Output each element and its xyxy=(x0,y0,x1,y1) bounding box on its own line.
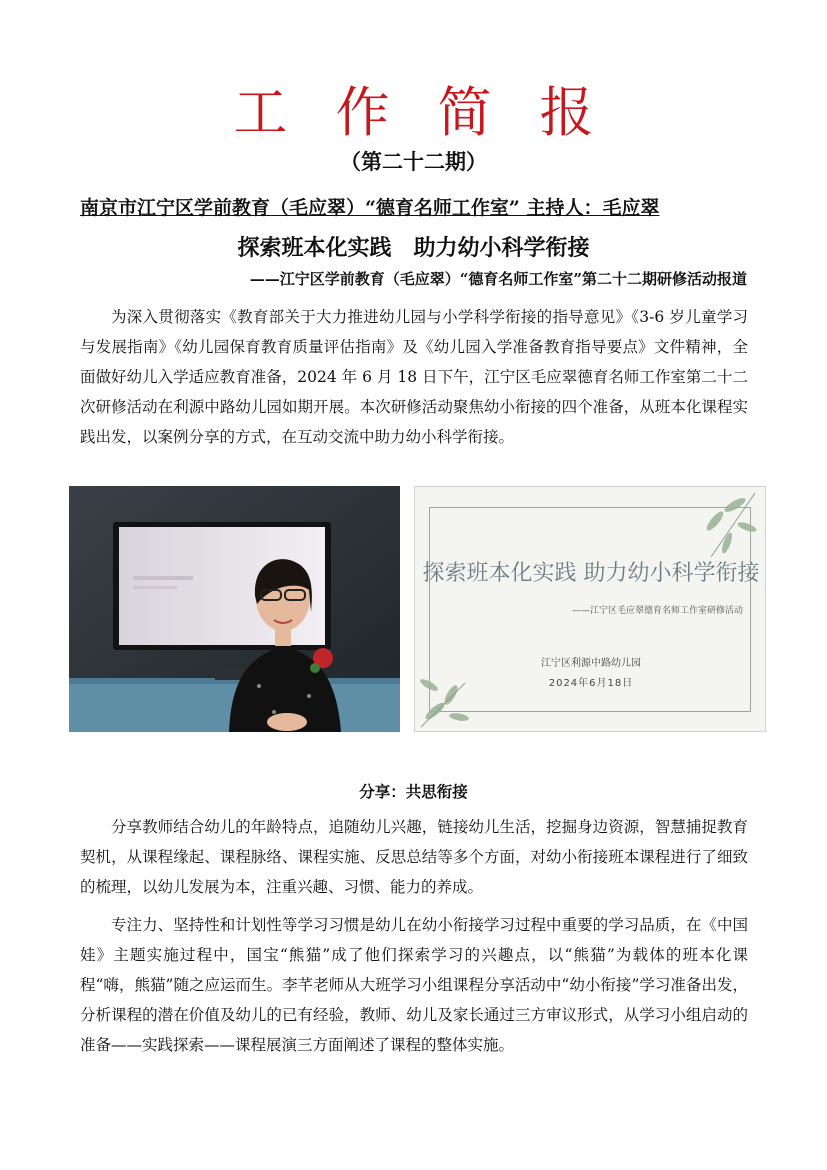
issue-number: （第二十二期） xyxy=(340,149,487,174)
masthead-title: 工作简报 xyxy=(233,81,642,144)
slide-title: 探索班本化实践 助力幼小科学衔接 xyxy=(422,561,760,586)
body-paragraph-1: 分享教师结合幼儿的年龄特点，追随幼儿兴趣，链接幼儿生活，挖掘身边资源，智慧捕捉教育契机，从课程缘起、课程脉络、课程实施、反思总结等多个方面，对幼小衔接班本课程进行了细致的梳理，以幼儿发展为本，注重兴趣、习惯、能力的养成。 xyxy=(80,818,748,896)
title-slide-photo xyxy=(414,486,766,732)
presenter-photo-illustration xyxy=(69,486,400,732)
intro-paragraph: 为深入贯彻落实《教育部关于大力推进幼儿园与小学科学衔接的指导意见》《3-6 岁儿童学习与发展指南》《幼儿园保育教育质量评估指南》及《幼儿园入学准备教育指导要点》文件精神，全面做好幼儿入学适应教育准备，2024 年 6 月 18 日下午，江宁区毛应翠德育名师工作室第二十二次研修活动在利源中路幼儿园如期开展。本次研修活动聚焦幼小衔接的四个准备，从班本化课程实践出发，以案例分享的方式，在互动交流中助力幼小科学衔接。 xyxy=(80,308,748,446)
body-paragraph-2: 专注力、坚持性和计划性等学习习惯是幼儿在幼小衔接学习过程中重要的学习品质，在《中国娃》主题实施过程中，国宝“熊猫”成了他们探索学习的兴趣点，以“熊猫”为载体的班本化课程“嗨，熊猫”随之应运而生。李芊老师从大班学习小组课程分享活动中“幼小衔接”学习准备出发，分析课程的潜在价值及幼儿的已有经验，教师、幼儿及家长通过三方审议形式，从学习小组启动的准备——实践探索——课程展演三方面阐述了课程的整体实施。 xyxy=(80,916,748,1054)
presenter-photo xyxy=(69,486,400,732)
article-headline: 探索班本化实践 助力幼小科学衔接 xyxy=(237,235,590,261)
section-title: 分享：共思衔接 xyxy=(359,782,468,801)
slide-venue: 江宁区利源中路幼儿园 xyxy=(541,658,641,669)
slide-subtitle: ——江宁区毛应翠德育名师工作室研修活动 xyxy=(571,606,743,616)
organization-line: 南京市江宁区学前教育（毛应翠）“德育名师工作室” 主持人：毛应翠 xyxy=(80,197,660,219)
article-subheadline: ——江宁区学前教育（毛应翠）“德育名师工作室”第二十二期研修活动报道 xyxy=(249,270,747,288)
slide-date: 2024年6月18日 xyxy=(548,678,634,689)
